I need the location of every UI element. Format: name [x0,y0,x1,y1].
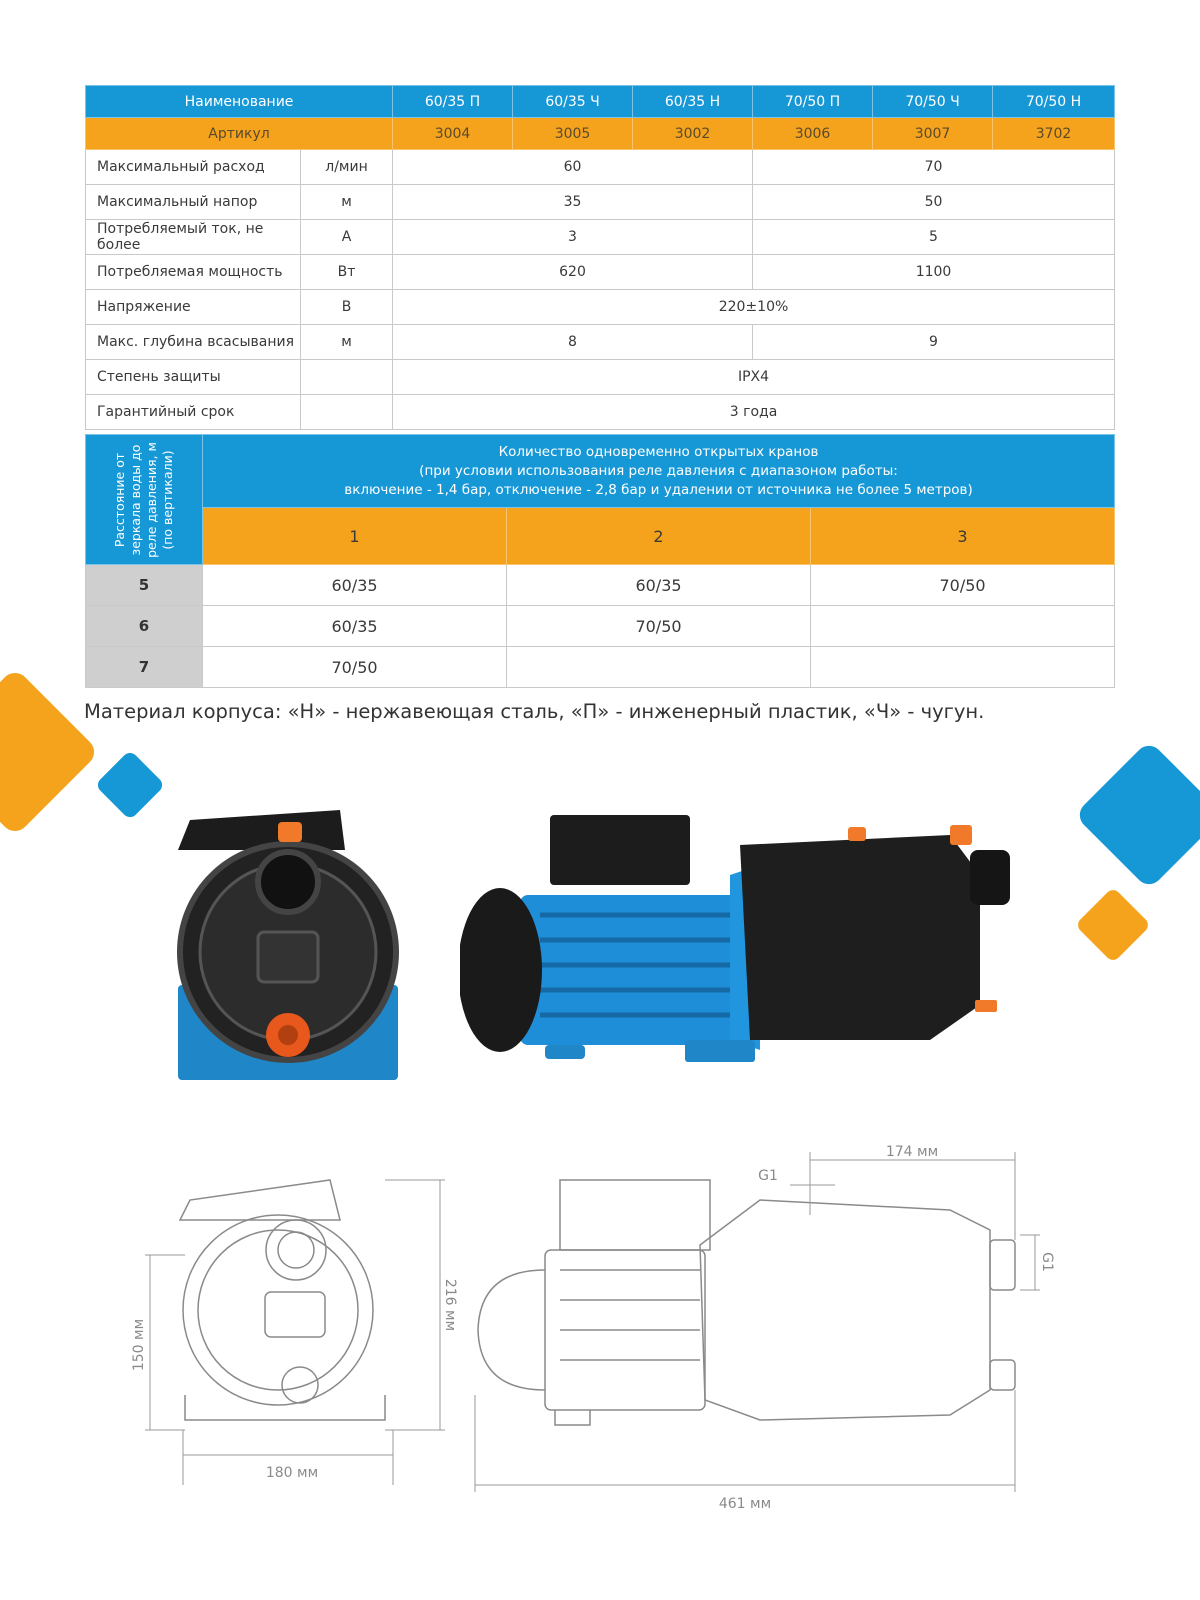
specs-table [85,85,1115,430]
model-cell: 60/35 [203,606,507,647]
header-model: 60/35 Ч [513,86,633,118]
header-model: 70/50 П [753,86,873,118]
param-unit: А [301,220,393,255]
front-view-dimensions [145,1180,445,1485]
outlet-port [970,850,1010,905]
taps-count-row [86,508,1115,565]
open-taps-header [203,435,1115,508]
param-label: Макс. глубина всасывания [86,325,301,360]
header-model: 70/50 Н [993,86,1115,118]
table-header-row [86,86,1115,118]
table-row [86,606,1115,647]
table-row [86,255,1115,290]
dim-pump-head: 174 мм [885,1144,939,1160]
pump-head [740,835,980,1040]
taps-count: 1 [203,508,507,565]
param-label: Напряжение [86,290,301,325]
param-value: 3 [393,220,753,255]
param-unit: Вт [301,255,393,290]
dim-g1-side: G1 [1039,1252,1055,1272]
param-value: 220±10% [393,290,1115,325]
model-cell: 70/50 [811,565,1115,606]
param-label: Степень защиты [86,360,301,395]
blue-diamond-left [95,750,166,821]
motor-cover [460,888,542,1052]
article-code: 3002 [633,118,753,150]
article-row [86,118,1115,150]
blue-diamond-right [1074,740,1200,890]
dim-total-length: 461 мм [718,1496,772,1512]
header-model: 60/35 Н [633,86,753,118]
param-label: Потребляемый ток, не более [86,220,301,255]
fill-plug [278,822,302,842]
open-taps-range: включение - 1,4 бар, отключение - 2,8 бар и удалении от источника не более 5 метров) [344,481,973,498]
vertical-distance-label: Расстояние от зеркала воды до реле давления, м (по вертикали) [112,441,175,558]
table-row [86,565,1115,606]
model-cell [811,606,1115,647]
param-unit: В [301,290,393,325]
logo-plate [258,932,318,982]
param-value: 620 [393,255,753,290]
technical-drawing [0,1140,1200,1530]
param-unit: м [301,325,393,360]
taps-count: 2 [507,508,811,565]
article-code: 3007 [873,118,993,150]
param-value: 1100 [753,255,1115,290]
model-cell [507,647,811,688]
orange-diamond-left [0,667,100,837]
table-row [86,185,1115,220]
table-row [86,220,1115,255]
article-code: 3006 [753,118,873,150]
param-label: Максимальный напор [86,185,301,220]
param-label: Гарантийный срок [86,395,301,430]
motor-foot [545,1045,585,1059]
table-row [86,647,1115,688]
pump-front-photo [170,810,410,1085]
model-cell [811,647,1115,688]
depth-value: 5 [86,565,203,606]
taps-header-row [86,435,1115,508]
terminal-box [178,810,345,850]
param-value: 60 [393,150,753,185]
param-value: 5 [753,220,1115,255]
param-unit [301,360,393,395]
article-code: 3004 [393,118,513,150]
param-label: Потребляемая мощность [86,255,301,290]
param-unit [301,395,393,430]
article-code: 3702 [993,118,1115,150]
article-code: 3005 [513,118,633,150]
param-value: 50 [753,185,1115,220]
dim-total-height: 216 мм [442,1278,458,1332]
fill-plug [950,825,972,845]
param-value: 3 года [393,395,1115,430]
dim-g1-top: G1 [758,1168,778,1184]
material-note: Материал корпуса: «Н» - нержавеющая сталь, «П» - инженерный пластик, «Ч» - чугун. [84,700,985,723]
header-model: 70/50 Ч [873,86,993,118]
open-taps-condition: (при условии использования реле давления с диапазоном работы: [419,462,898,479]
model-cell: 60/35 [507,565,811,606]
pump-side-photo [460,815,1030,1090]
param-label: Максимальный расход [86,150,301,185]
param-value: 35 [393,185,753,220]
model-cell: 60/35 [203,565,507,606]
open-taps-title: Количество одновременно открытых кранов [498,443,819,460]
side-view-outline [478,1180,1015,1425]
table-row [86,150,1115,185]
header-model: 60/35 П [393,86,513,118]
table-row [86,360,1115,395]
table-row [86,290,1115,325]
terminal-box [550,815,690,885]
dim-front-width: 180 мм [265,1465,319,1481]
dim-axis-height: 150 мм [131,1318,147,1372]
param-unit: м [301,185,393,220]
table-row [86,395,1115,430]
model-cell: 70/50 [203,647,507,688]
depth-value: 6 [86,606,203,647]
taps-count: 3 [811,508,1115,565]
param-value: 8 [393,325,753,360]
vertical-distance-header [86,435,203,565]
taps-table [85,434,1115,688]
front-view-outline [180,1180,385,1420]
depth-value: 7 [86,647,203,688]
model-cell: 70/50 [507,606,811,647]
param-unit: л/мин [301,150,393,185]
pump-foot [685,1040,755,1062]
article-label: Артикул [86,118,393,150]
orange-diamond-right [1075,887,1151,963]
table-row [86,325,1115,360]
header-name: Наименование [86,86,393,118]
outlet-port [258,852,318,912]
param-value: 70 [753,150,1115,185]
param-value: IPX4 [393,360,1115,395]
param-value: 9 [753,325,1115,360]
